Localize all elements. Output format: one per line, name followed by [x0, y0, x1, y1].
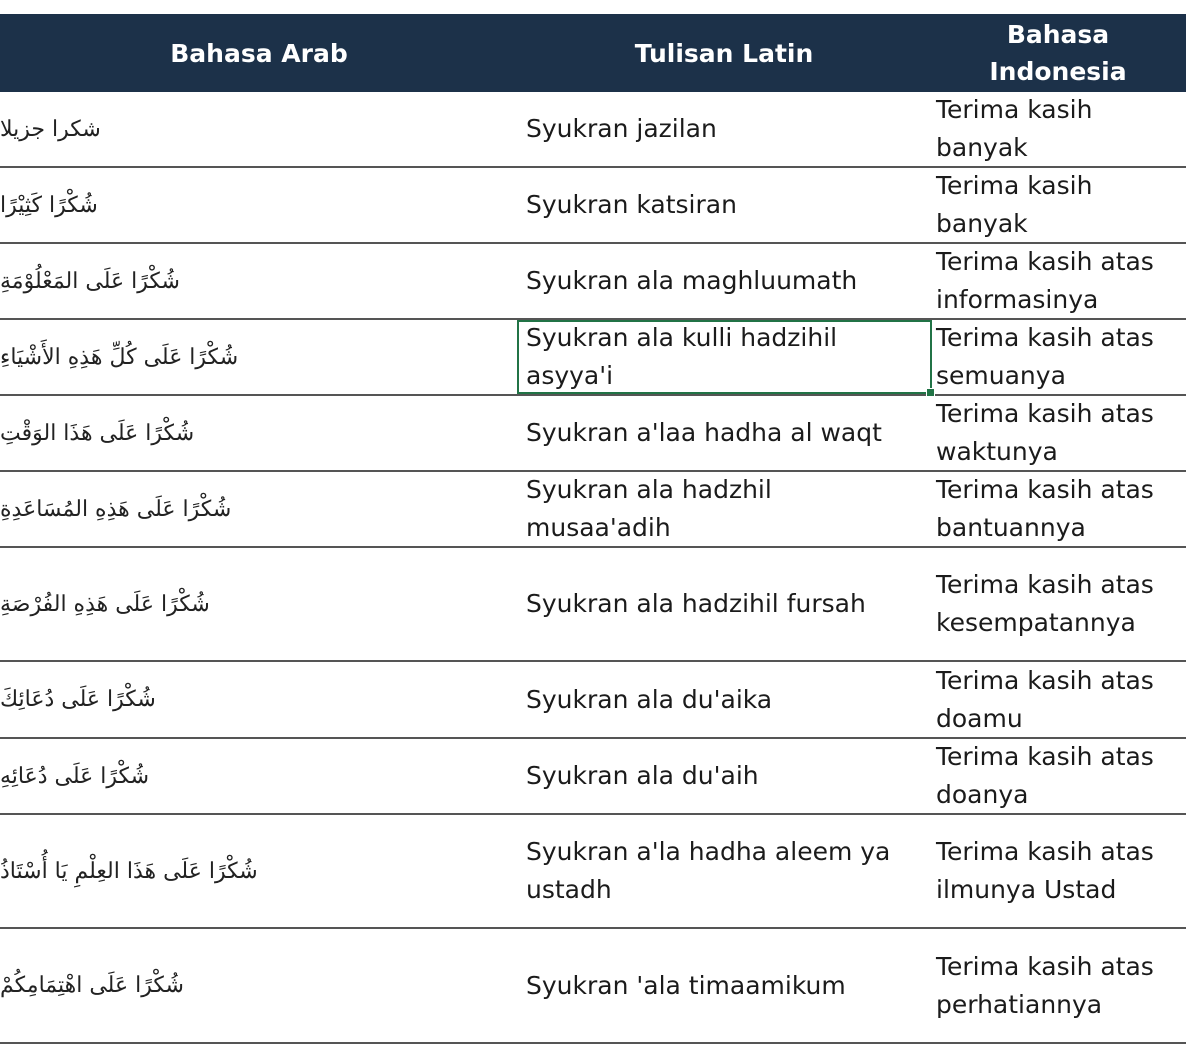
- table-row: [0, 739, 1186, 815]
- arabic-cell[interactable]: شُكْرًا عَلَى هَذِهِ الفُرْصَةِ: [0, 591, 210, 617]
- indonesian-cell[interactable]: Terima kasih atas doanya: [936, 742, 1154, 809]
- latin-cell[interactable]: Syukran a'la hadha aleem ya ustadh: [526, 837, 891, 904]
- header-bahasa-indonesia[interactable]: Bahasa Indonesia: [989, 20, 1127, 86]
- latin-cell[interactable]: Syukran ala du'aika: [526, 684, 773, 714]
- table-row: [0, 396, 1186, 472]
- indonesian-cell[interactable]: Terima kasih atas bantuannya: [936, 475, 1154, 542]
- table-row: [0, 472, 1186, 548]
- table-row: [0, 662, 1186, 739]
- table-row: [0, 815, 1186, 929]
- indonesian-cell[interactable]: Terima kasih banyak: [936, 95, 1093, 162]
- table-header: [0, 14, 1186, 92]
- table-row: [0, 548, 1186, 662]
- latin-cell[interactable]: Syukran ala hadzhil musaa'adih: [526, 475, 772, 542]
- arabic-cell[interactable]: شُكْرًا عَلَى هَذَا الوَقْتِ: [0, 420, 195, 446]
- header-bahasa-arab[interactable]: Bahasa Arab: [170, 38, 348, 68]
- arabic-cell[interactable]: شُكْرًا كَثِيْرًا: [0, 192, 98, 218]
- table-row: [0, 92, 1186, 168]
- latin-cell[interactable]: Syukran a'laa hadha al waqt: [526, 418, 882, 447]
- arabic-cell[interactable]: شُكْرًا عَلَى المَعْلُوْمَةِ: [0, 268, 180, 294]
- arabic-cell[interactable]: شكرا جزيلا: [0, 116, 101, 142]
- indonesian-cell[interactable]: Terima kasih atas doamu: [936, 665, 1154, 733]
- indonesian-cell[interactable]: Terima kasih atas perhatiannya: [936, 951, 1154, 1019]
- indonesian-cell[interactable]: Terima kasih atas informasinya: [936, 247, 1154, 314]
- arabic-cell[interactable]: شُكْرًا عَلَى كُلِّ هَذِهِ الأَشْيَاءِ: [0, 344, 239, 370]
- indonesian-cell[interactable]: Terima kasih atas semuanya: [936, 323, 1154, 390]
- table-row: [0, 244, 1186, 320]
- latin-cell[interactable]: Syukran ala maghluumath: [526, 266, 858, 295]
- latin-cell[interactable]: Syukran katsiran: [526, 190, 737, 219]
- latin-cell[interactable]: Syukran 'ala timaamikum: [526, 970, 846, 1000]
- arabic-cell[interactable]: شُكْرًا عَلَى هَذَا العِلْمِ يَا أُسْتَاذُ: [0, 858, 258, 884]
- table-row: [0, 320, 1186, 396]
- latin-cell[interactable]: Syukran jazilan: [526, 114, 717, 143]
- phrase-table: [0, 14, 1186, 1044]
- indonesian-cell[interactable]: Terima kasih atas kesempatannya: [936, 570, 1154, 637]
- table-row: [0, 168, 1186, 244]
- indonesian-cell[interactable]: Terima kasih atas waktunya: [936, 399, 1154, 466]
- arabic-cell[interactable]: شُكْرًا عَلَى اهْتِمَامِكُمْ: [0, 973, 184, 998]
- arabic-cell[interactable]: شُكْرًا عَلَى دُعَائِهِ: [0, 763, 150, 789]
- arabic-cell[interactable]: شُكْرًا عَلَى دُعَائِكَ: [0, 687, 156, 712]
- latin-cell[interactable]: Syukran ala du'aih: [526, 761, 759, 790]
- latin-cell[interactable]: Syukran ala hadzihil fursah: [526, 589, 866, 618]
- table-row: [0, 929, 1186, 1044]
- indonesian-cell[interactable]: Terima kasih atas ilmunya Ustad: [936, 837, 1154, 904]
- header-tulisan-latin[interactable]: Tulisan Latin: [634, 38, 814, 68]
- latin-cell[interactable]: Syukran ala kulli hadzihil asyya'i: [526, 323, 838, 390]
- arabic-cell[interactable]: شُكْرًا عَلَى هَذِهِ المُسَاعَدِةِ: [0, 496, 232, 522]
- indonesian-cell[interactable]: Terima kasih banyak: [936, 171, 1093, 238]
